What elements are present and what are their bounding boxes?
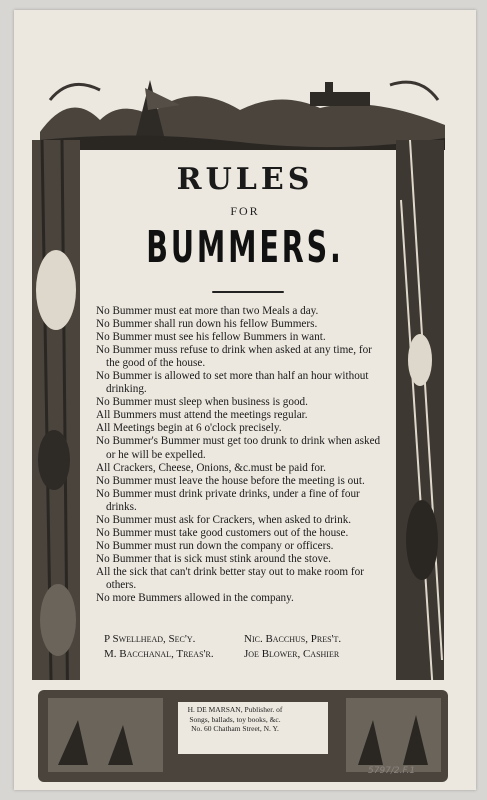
left-illustration-column [32,140,80,740]
rule-item: No Bummer must ask for Crackers, when asked to drink. [96,513,352,526]
title-rules: RULES [176,162,314,197]
title-divider [212,291,284,293]
right-illustration-column [396,140,444,740]
rule-item: No Bummer must leave the house before the meeting is out. [96,474,365,487]
rule-item: All Meetings begin at 6 o'clock precisely. [96,422,282,435]
officer-president: Nic. Bacchus, Pres't. [244,633,342,645]
rule-item: No Bummer must see his fellow Bummers in want. [96,331,326,344]
rule-item: No more Bummers allowed in the company. [96,592,294,605]
publisher-line-2: Songs, ballads, toy books, &c. [189,714,281,724]
rule-item: No Bummer must run down the company or officers. [96,539,334,552]
rule-item: All the sick that can't drink better stay out to make room for others. [96,565,364,591]
officers-right [244,632,341,662]
rule-item: No Bummer is allowed to set more than half an hour without drinking. [96,370,369,396]
rule-item: All Bummers must attend the meetings regular. [96,409,308,422]
rule-item: No Bummer must eat more than two Meals a day. [96,305,319,317]
publisher-line-3: No. 60 Chatham Street, N. Y. [191,724,279,733]
title-bummers: BUMMERS. [146,222,344,273]
rule-item: All Crackers, Cheese, Onions, &c.must be paid for. [96,461,326,474]
officer-treasurer: M. Bacchanal, Treas'r. [104,648,214,660]
rule-item: No Bummer shall run down his fellow Bummers. [96,318,318,331]
accession-number: 5797/2.F.1 [368,766,416,776]
officer-secretary: P Swellhead, Sec'y. [104,633,196,645]
rule-item: No Bummer muss refuse to drink when asked at any time, for the good of the house. [96,344,372,370]
rule-item: No Bummer must drink private drinks, under a fine of four drinks. [96,487,360,513]
officers-left [104,632,214,662]
title-for: FOR [230,204,260,218]
rule-item: No Bummer that is sick must stink around the stove. [96,552,331,565]
officer-cashier: Joe Blower, Cashier [244,648,340,660]
rule-item: No Bummer's Bummer must get too drunk to drink when asked or he will be expelled. [96,435,381,461]
rule-item: No Bummer must sleep when business is good. [96,396,308,409]
publisher-imprint [165,705,305,734]
rule-item: No Bummer must take good customers out of the house. [96,526,349,539]
publisher-line-1: H. DE MARSAN, Publisher. of [187,705,283,714]
top-vignette [40,70,445,150]
rules-list [96,305,386,605]
